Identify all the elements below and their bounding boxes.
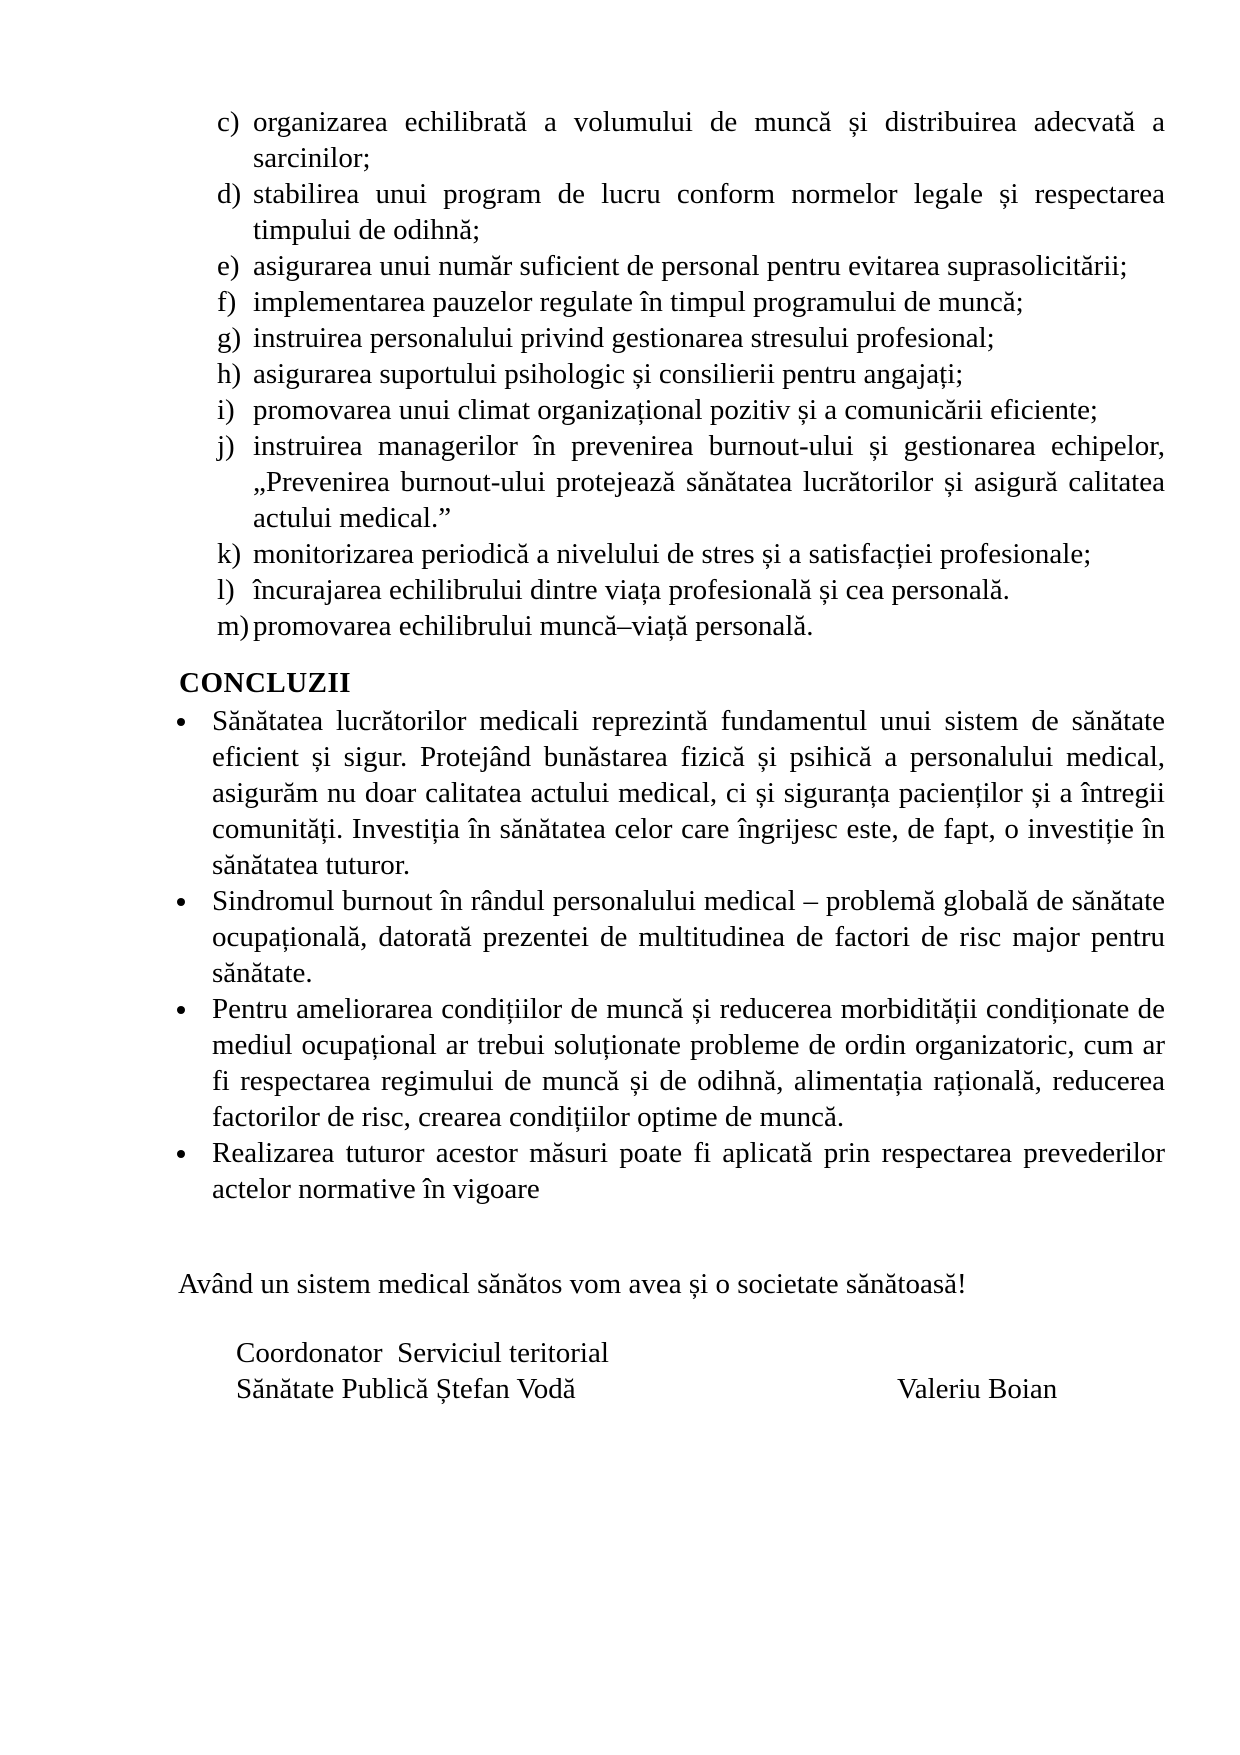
list-text: asigurarea suportului psihologic și consilierii pentru angajați; — [253, 358, 964, 390]
list-marker: k) — [217, 538, 242, 570]
signature-role-line-2: Sănătate Publică Ștefan Vodă — [236, 1373, 576, 1405]
signature-block — [236, 1335, 1165, 1407]
bullet-item — [175, 1135, 1165, 1207]
bullet-list — [175, 703, 1165, 1207]
list-text: asigurarea unui număr suficient de personal pentru evitarea suprasolicitării; — [253, 250, 1128, 282]
list-text: implementarea pauzelor regulate în timpul programului de muncă; — [253, 286, 1024, 318]
list-text: încurajarea echilibrului dintre viața profesională și cea personală. — [253, 574, 1010, 606]
list-item — [217, 284, 1165, 320]
closing-statement: Având un sistem medical sănătos vom avea și o societate sănătoasă! — [178, 1268, 967, 1300]
list-text: instruirea managerilor în prevenirea burnout-ului și gestionarea echipelor, „Prevenirea burnout-ului protejează sănătatea lucrătorilor și asigură calitatea actului medical.” — [253, 430, 1165, 534]
bullet-item — [175, 991, 1165, 1135]
signature-role-line-1: Coordonator Serviciul teritorial — [236, 1337, 609, 1369]
list-text: instruirea personalului privind gestionarea stresului profesional; — [253, 322, 995, 354]
list-item — [217, 608, 1165, 644]
bullet-text: Realizarea tuturor acestor măsuri poate fi aplicată prin respectarea prevederilor actelor normative în vigoare — [212, 1137, 1165, 1205]
list-marker: l) — [217, 574, 235, 606]
signatory-name: Valeriu Boian — [897, 1373, 1058, 1405]
list-text: monitorizarea periodică a nivelului de stres și a satisfacției profesionale; — [253, 538, 1092, 570]
list-text: stabilirea unui program de lucru conform normelor legale și respectarea timpului de odihnă; — [253, 178, 1165, 246]
bullet-text: Pentru ameliorarea condițiilor de muncă și reducerea morbidității condiționate de mediul ocupațional ar trebui soluționate probleme de ordin organizatoric, cum ar fi respectarea regimului de muncă și de odihnă, alimentația rațională, reducerea factorilor de risc, crearea condițiilor optime de muncă. — [212, 993, 1165, 1133]
list-item — [217, 572, 1165, 608]
list-text: organizarea echilibrată a volumului de muncă și distribuirea adecvată a sarcinilor; — [253, 106, 1165, 174]
bullet-icon — [177, 1006, 185, 1014]
list-item — [217, 428, 1165, 536]
list-marker: h) — [217, 358, 242, 390]
list-item — [217, 320, 1165, 356]
list-item — [217, 248, 1165, 284]
conclusions-heading: CONCLUZII — [179, 667, 352, 699]
bullet-item — [175, 883, 1165, 991]
list-marker: c) — [217, 106, 240, 138]
list-item — [217, 104, 1165, 176]
list-marker: m) — [217, 610, 250, 642]
list-text: promovarea unui climat organizațional pozitiv și a comunicării eficiente; — [253, 394, 1098, 426]
list-marker: e) — [217, 250, 240, 282]
list-item — [217, 176, 1165, 248]
list-text: promovarea echilibrului muncă–viață personală. — [253, 610, 814, 642]
list-item — [217, 356, 1165, 392]
bullet-icon — [177, 898, 185, 906]
bullet-text: Sănătatea lucrătorilor medicali reprezintă fundamentul unui sistem de sănătate eficient și sigur. Protejând bunăstarea fizică și psihică a personalului medical, asigurăm nu doar calitatea actului medical, ci și siguranța pacienților și a întregii comunități. Investiția în sănătatea celor care îngrijesc este, de fapt, o investiție în sănătatea tuturor. — [212, 705, 1165, 881]
list-marker: f) — [217, 286, 237, 318]
list-marker: i) — [217, 394, 235, 426]
list-marker: d) — [217, 178, 242, 210]
bullet-icon — [177, 1150, 185, 1158]
list-item — [217, 392, 1165, 428]
list-item — [217, 536, 1165, 572]
list-marker: g) — [217, 322, 242, 354]
lettered-list — [217, 104, 1165, 644]
list-marker: j) — [217, 430, 235, 462]
bullet-item — [175, 703, 1165, 883]
bullet-icon — [177, 718, 185, 726]
bullet-text: Sindromul burnout în rândul personalului medical – problemă globală de sănătate ocupațională, datorată prezentei de multitudinea de factori de risc major pentru sănătate. — [212, 885, 1165, 989]
signature-row — [236, 1371, 1165, 1407]
